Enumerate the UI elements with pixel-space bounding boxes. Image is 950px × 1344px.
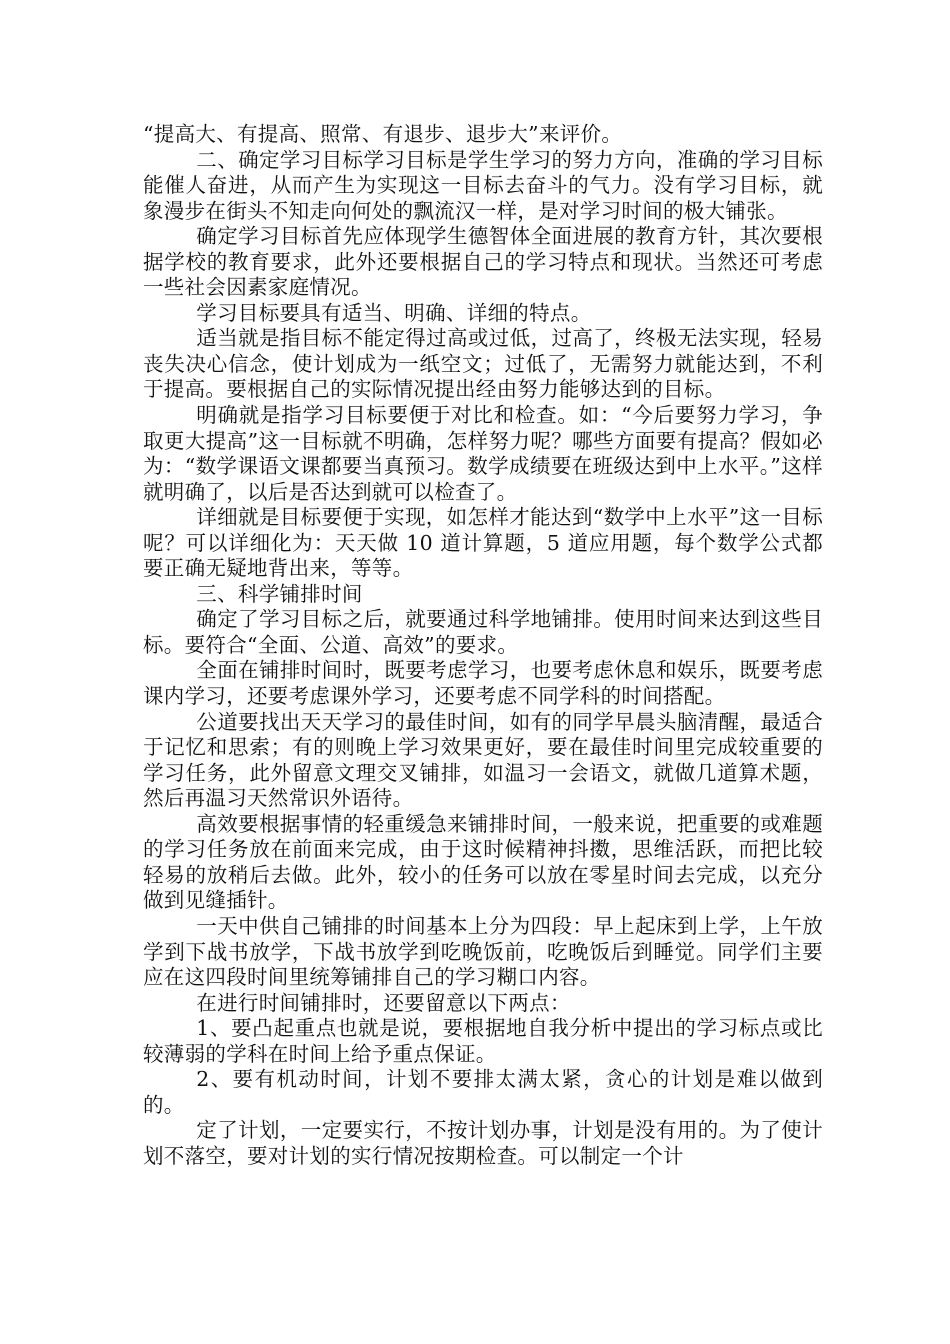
paragraph-4: 学习目标要具有适当、明确、详细的特点。 xyxy=(196,300,592,325)
paragraph-17: 定了计划，一定要实行，不按计划办事，计划是没有用的。为了使计划不落空，要对计划的实行情况按期检查。可以制定一个计 xyxy=(143,1118,823,1168)
paragraph-12: 高效要根据事情的轻重缓急来铺排时间，一般来说，把重要的或难题的学习任务放在前面来完成，由于这时候精神抖擞，思维活跃，而把比较轻易的放稍后去做。此外，较小的任务可以放在零星时间去完成，以充分做到见缝插针。 xyxy=(143,811,823,913)
paragraph-9: 确定了学习目标之后，就要通过科学地铺排。使用时间来达到这些目标。要符合“全面、公道、高效”的要求。 xyxy=(143,607,823,657)
paragraph-7: 详细就是目标要便于实现，如怎样才能达到“数学中上水平”这一目标呢？可以详细化为：天天做 10 道计算题，5 道应用题，每个数学公式都要正确无疑地背出来，等等。 xyxy=(143,505,823,581)
paragraph-1: “提高大、有提高、照常、有退步、退步大”来评价。 xyxy=(143,122,623,146)
paragraph-13: 一天中供自己铺排的时间基本上分为四段：早上起床到上学，上午放学到下战书放学，下战书放学到吃晚饭前，吃晚饭后到睡觉。同学们主要应在这四段时间里统筹铺排自己的学习糊口内容。 xyxy=(143,913,823,990)
paragraph-6: 明确就是指学习目标要便于对比和检查。如：“今后要努力学习，争取更大提高”这一目标就不明确，怎样努力呢？哪些方面要有提高？假如必为：“数学课语文课都要当真预习。数学成绩要在班级达到中上水平。”这样就明确了，以后是否达到就可以检查了。 xyxy=(143,403,823,504)
list-item-2: 2、要有机动时间，计划不要排太满太紧，贪心的计划是难以做到的。 xyxy=(143,1067,823,1117)
paragraph-3: 确定学习目标首先应体现学生德智体全面进展的教育方针，其次要根据学校的教育要求，此外还要根据自己的学习特点和现状。当然还可考虑一些社会因素家庭情况。 xyxy=(143,224,823,300)
list-item-1: 1、要凸起重点也就是说，要根据地自我分析中提出的学习标点或比较薄弱的学科在时间上给予重点保证。 xyxy=(143,1016,823,1066)
paragraph-5: 适当就是指目标不能定得过高或过低，过高了，终极无法实现，轻易丧失决心信念，使计划成为一纸空文；过低了，无需努力就能达到，不利于提高。要根据自己的实际情况提出经由努力能够达到的目标。 xyxy=(143,326,823,402)
section-heading-3: 三、科学铺排时间 xyxy=(196,581,363,606)
paragraph-2: 二、确定学习目标学习目标是学生学习的努力方向，准确的学习目标能催人奋进，从而产生为实现这一目标去奋斗的气力。没有学习目标，就象漫步在街头不知走向何处的飘流汉一样，是对学习时间的极大铺张。 xyxy=(143,147,823,223)
paragraph-11: 公道要找出天天学习的最佳时间，如有的同学早晨头脑清醒，最适合于记忆和思索；有的则晚上学习效果更好，要在最佳时间里完成较重要的学习任务，此外留意文理交叉铺排，如温习一会语文，就做几道算术题，然后再温习天然常识外语待。 xyxy=(143,709,823,811)
paragraph-10: 全面在铺排时间时，既要考虑学习，也要考虑休息和娱乐，既要考虑课内学习，还要考虑课外学习，还要考虑不同学科的时间搭配。 xyxy=(143,658,823,709)
paragraph-14: 在进行时间铺排时，还要留意以下两点： xyxy=(196,990,571,1015)
document-body xyxy=(143,122,823,1169)
